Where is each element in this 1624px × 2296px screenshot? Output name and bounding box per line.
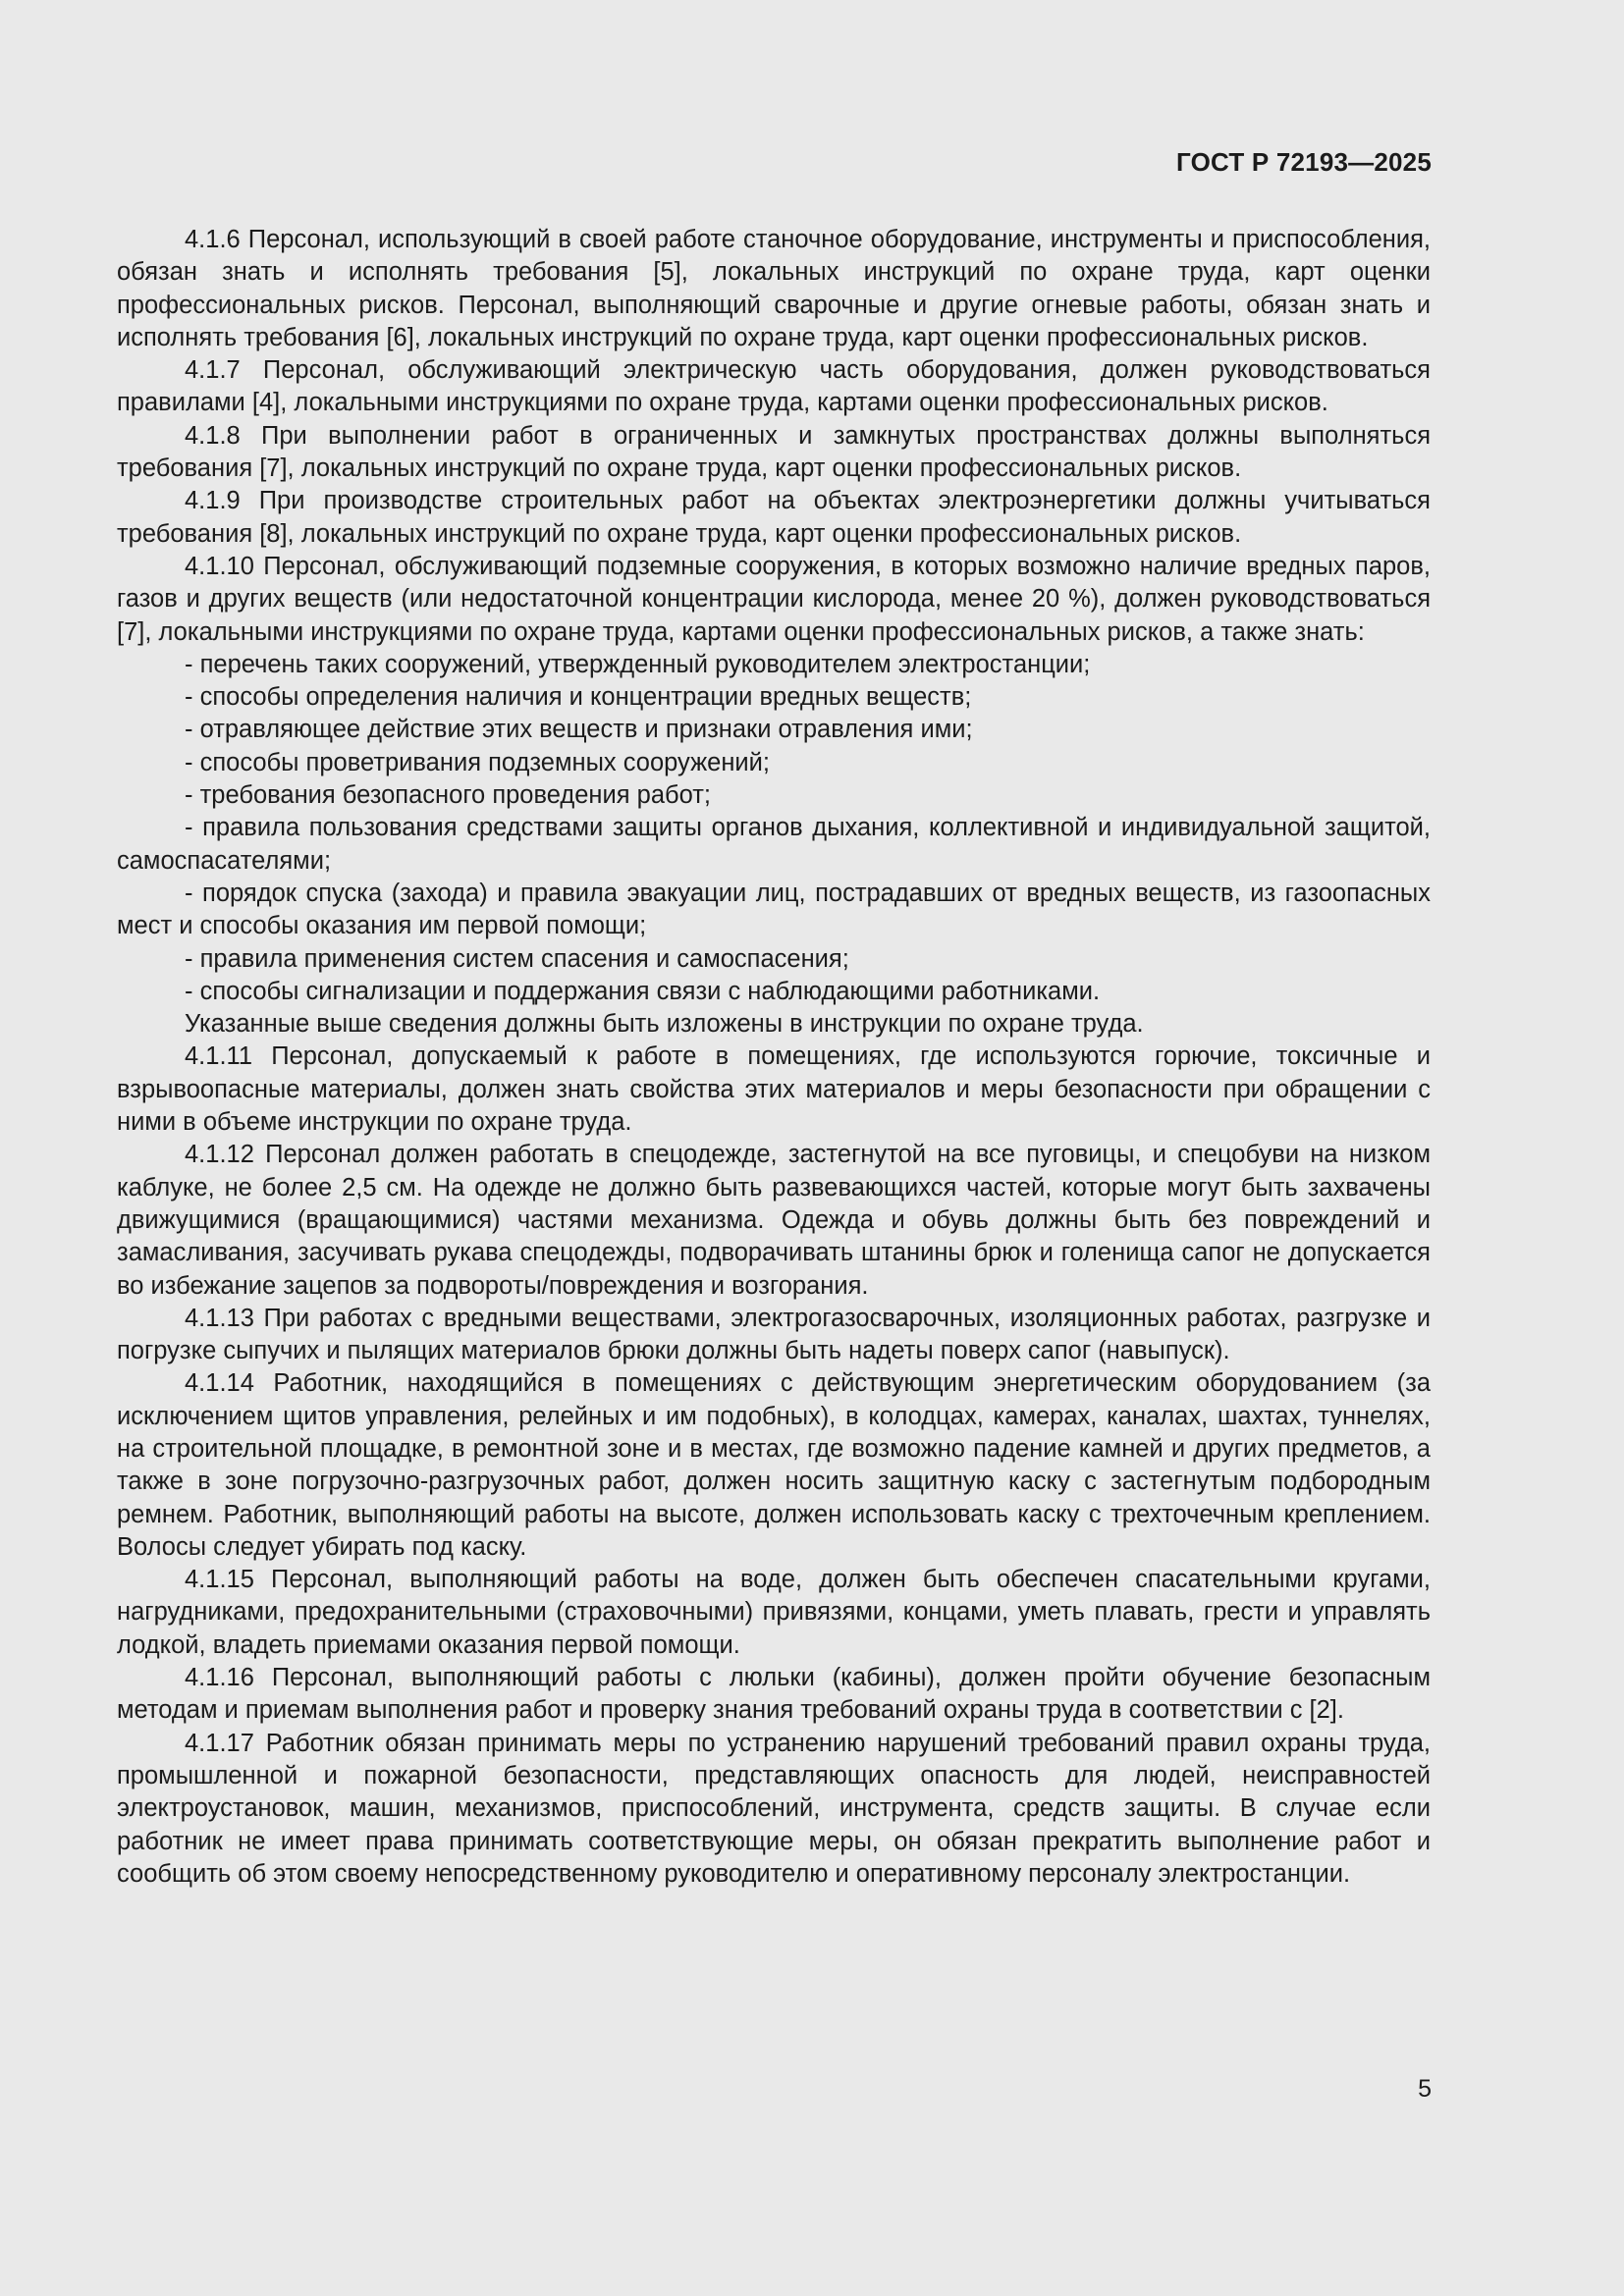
paragraph-4-1-8: 4.1.8 При выполнении работ в ограниченных и замкнутых пространствах должны выполняться требования [7], локальных инструкций по охране труда, карт оценки профессиональных рисков. [117,421,1431,483]
paragraph-4-1-7: 4.1.7 Персонал, обслуживающий электрическую часть оборудования, должен руководствоваться правилами [4], локальными инструкциями по охране труда, картами оценки профессиональных рисков. [117,356,1431,417]
paragraph-4-1-17: 4.1.17 Работник обязан принимать меры по устранению нарушений требований правил охраны труда, промышленной и пожарной безопасности, представляющих опасность для людей, неисправностей электроустановок, машин, механизмов, приспособлений, инструмента, средств защиты. В случае если работник не имеет права принимать соответствующие меры, он обязан прекратить выполнение работ и сообщить об этом своему непосредственному руководителю и оперативному персоналу электростанции. [117,1729,1431,1888]
list-item: - правила применения систем спасения и самоспасения; [185,944,849,973]
page-number: 5 [1418,2075,1432,2103]
paragraph-4-1-9: 4.1.9 При производстве строительных работ на объектах электроэнергетики должны учитываться требования [8], локальных инструкций по охране труда, карт оценки профессиональных рисков. [117,487,1431,548]
list-item: - отравляющее действие этих веществ и признаки отравления ими; [185,716,973,744]
paragraph-4-1-12: 4.1.12 Персонал должен работать в спецодежде, застегнутой на все пуговицы, и спецобуви на низком каблуке, не более 2,5 см. На одежде не должно быть развевающихся частей, которые могут быть захвачены движущимися (вращающимися) частями механизма. Одежда и обувь должны быть без повреждений и замасливания, засучивать рукава спецодежды, подворачивать штанины брюк и голенища сапог не допускается во избежание зацепов за подвороты/повреждения и возгорания. [117,1141,1431,1300]
list-item: - способы сигнализации и поддержания связи с наблюдающими работниками. [185,977,1101,1005]
paragraph-4-1-13: 4.1.13 При работах с вредными веществами, электрогазосварочных, изоляционных работах, разгрузке и погрузке сыпучих и пылящих материалов брюки должны быть надеты поверх сапог (навыпуск). [117,1304,1431,1365]
list-item: - способы проветривания подземных сооружений; [185,748,770,776]
standard-code: ГОСТ Р 72193—2025 [1176,147,1432,177]
paragraph-4-1-11: 4.1.11 Персонал, допускаемый к работе в помещениях, где используются горючие, токсичные и взрывоопасные материалы, должен знать свойства этих материалов и меры безопасности при обращении с ними в объеме инструкции по охране труда. [117,1042,1431,1137]
list-item: - требования безопасного проведения работ; [185,781,712,810]
paragraph-4-1-14: 4.1.14 Работник, находящийся в помещениях с действующим энергетическим оборудованием (за исключением щитов управления, релейных и им подобных), в колодцах, камерах, каналах, шахтах, туннелях, на строительной площадке, в ремонтной зоне и в местах, где возможно падение камней и других предметов, а также в зоне погрузочно-разгрузочных работ, должен носить защитную каску с застегнутым подбородным ремнем. Работник, выполняющий работы на высоте, должен использовать каску с трехточечным креплением. Волосы следует убирать под каску. [117,1369,1431,1561]
note-paragraph: Указанные выше сведения должны быть изложены в инструкции по охране труда. [185,1010,1144,1039]
list-item: - порядок спуска (захода) и правила эвакуации лиц, пострадавших от вредных веществ, из газоопасных мест и способы оказания им первой помощи; [117,879,1431,940]
paragraph-4-1-10: 4.1.10 Персонал, обслуживающий подземные сооружения, в которых возможно наличие вредных паров, газов и других веществ (или недостаточной концентрации кислорода, менее 20 %), должен руководствоваться [7], локальными инструкциями по охране труда, картами оценки профессиональных рисков, а также знать: [117,552,1431,646]
list-item: - способы определения наличия и концентрации вредных веществ; [185,683,972,712]
document-body [117,224,1431,1891]
paragraph-4-1-6: 4.1.6 Персонал, использующий в своей работе станочное оборудование, инструменты и приспособления, обязан знать и исполнять требования [5], локальных инструкций по охране труда, карт оценки профессиональных рисков. Персонал, выполняющий сварочные и другие огневые работы, обязан знать и исполнять требования [6], локальных инструкций по охране труда, карт оценки профессиональных рисков. [117,226,1431,351]
paragraph-4-1-15: 4.1.15 Персонал, выполняющий работы на воде, должен быть обеспечен спасательными кругами, нагрудниками, предохранительными (страховочными) привязями, концами, уметь плавать, грести и управлять лодкой, владеть приемами оказания первой помощи. [117,1566,1431,1659]
list-item: - правила пользования средствами защиты органов дыхания, коллективной и индивидуальной защитой, самоспасателями; [117,814,1431,875]
paragraph-4-1-16: 4.1.16 Персонал, выполняющий работы с люльки (кабины), должен пройти обучение безопасным методам и приемам выполнения работ и проверку знания требований охраны труда в соответствии с [2]. [117,1664,1431,1725]
list-item: - перечень таких сооружений, утвержденный руководителем электростанции; [185,650,1091,678]
